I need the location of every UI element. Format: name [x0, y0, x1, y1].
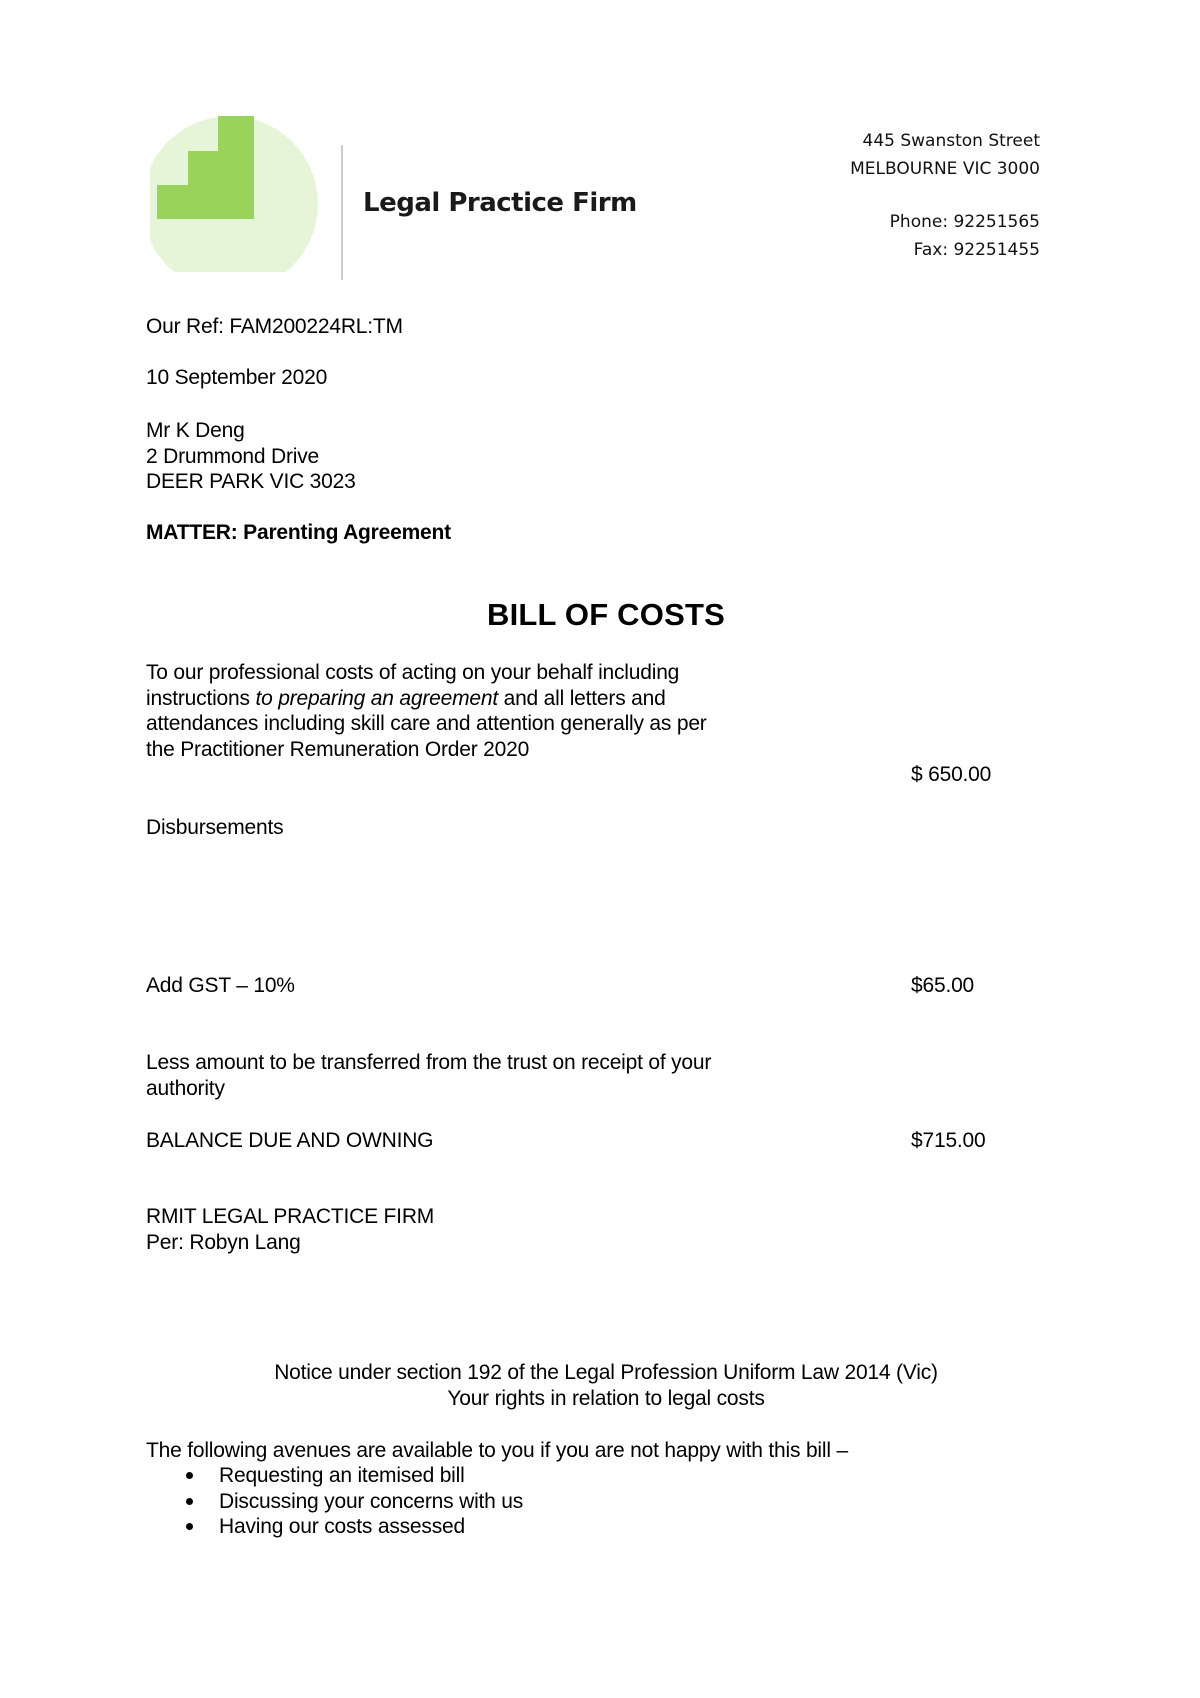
address-city: MELBOURNE VIC 3000 — [850, 159, 1040, 179]
professional-costs-amount: $ 650.00 — [911, 763, 992, 786]
notice-heading-line1: Notice under section 192 of the Legal Profession Uniform Law 2014 (Vic) — [274, 1361, 938, 1384]
avenues-intro: The following avenues are available to you if you are not happy with this bill – — [146, 1439, 848, 1462]
list-item — [146, 1463, 523, 1489]
costs-text-part1: To our professional costs of acting on your behalf including instructions — [146, 661, 680, 710]
list-item-text: Discussing your concerns with us — [219, 1489, 524, 1513]
gst-label: Add GST – 10% — [146, 974, 295, 997]
bullet-icon — [186, 1498, 193, 1505]
firm-name: Legal Practice Firm — [363, 188, 637, 218]
notice-heading-line2: Your rights in relation to legal costs — [447, 1386, 765, 1410]
signature-block — [146, 1204, 434, 1255]
costs-text-part2: and all letters and attendances including skill care and attention generally as per the Practitioner Remuneration Order 2020 — [146, 686, 707, 761]
firm-address — [850, 127, 1040, 264]
logo-light-square-fill — [198, 212, 260, 267]
address-street: 445 Swanston Street — [862, 131, 1040, 151]
firm-fax: Fax: 92251455 — [913, 240, 1040, 260]
matter-label: MATTER — [146, 521, 231, 544]
balance-amount: $715.00 — [911, 1129, 986, 1152]
bill-title: BILL OF COSTS — [487, 597, 725, 632]
recipient-address — [146, 418, 356, 495]
list-item-text: Requesting an itemised bill — [219, 1464, 465, 1487]
signature-per: Per: Robyn Lang — [146, 1230, 301, 1254]
list-item-text: Having our costs assessed — [219, 1515, 465, 1538]
disbursements-label: Disbursements — [146, 816, 284, 839]
gst-amount: $65.00 — [911, 974, 975, 997]
our-reference: Our Ref: FAM200224RL:TM — [146, 315, 403, 338]
recipient-suburb: DEER PARK VIC 3023 — [146, 470, 356, 493]
list-item — [146, 1489, 523, 1515]
matter-value: : Parenting Agreement — [230, 521, 451, 544]
firm-phone: Phone: 92251565 — [889, 212, 1040, 232]
trust-transfer-label: Less amount to be transferred from the trust on receipt of your authority — [146, 1051, 712, 1100]
list-item — [146, 1514, 523, 1540]
recipient-name: Mr K Deng — [146, 419, 245, 442]
balance-label: BALANCE DUE AND OWNING — [146, 1129, 434, 1152]
signature-firm: RMIT LEGAL PRACTICE FIRM — [146, 1205, 435, 1228]
avenues-list — [146, 1463, 523, 1540]
bullet-icon — [186, 1523, 193, 1530]
professional-costs-description — [146, 660, 736, 762]
letter-date: 10 September 2020 — [146, 366, 328, 389]
bullet-icon — [186, 1472, 193, 1479]
firm-logo — [150, 112, 650, 282]
recipient-street: 2 Drummond Drive — [146, 444, 320, 468]
notice-heading — [0, 1360, 1200, 1411]
matter-line — [146, 520, 451, 546]
costs-text-italic: to preparing an agreement — [255, 686, 498, 710]
